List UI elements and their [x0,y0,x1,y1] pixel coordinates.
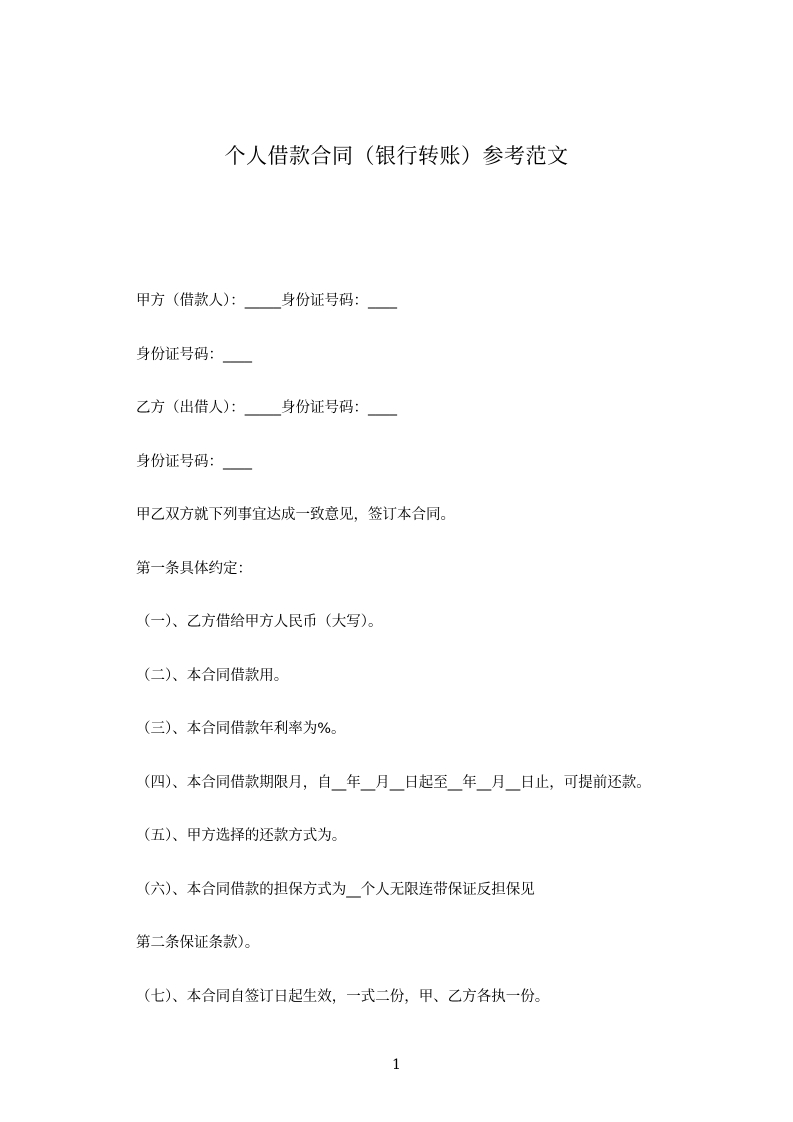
clause-2: （二）、本合同借款用。 [136,667,289,684]
clause-5: （五）、甲方选择的还款方式为。 [136,828,347,844]
clause-6: （六）、本合同借款的担保方式为__个人无限连带保证反担保见 [136,881,535,898]
document-body [136,288,736,1037]
document-title: 个人借款合同（银行转账）参考范文 [224,144,569,168]
party-b-id-line: 身份证号码：____ [136,453,252,470]
party-b-line: 乙方（出借人）：_____身份证号码：____ [136,400,397,416]
article-1-heading: 第一条具体约定： [136,560,252,577]
party-a-line: 甲方（借款人）：_____身份证号码：____ [136,293,397,309]
clause-7: （七）、本合同自签订日起生效，一式二份，甲、乙方各执一份。 [136,988,550,1005]
clause-6-continued: 第二条保证条款）。 [136,935,260,951]
clause-3: （三）、本合同借款年利率为%。 [136,721,346,737]
party-a-id-line: 身份证号码：____ [136,346,252,363]
page-number: 1 [392,1057,401,1073]
agreement-intro: 甲乙双方就下列事宜达成一致意见，签订本合同。 [136,507,455,523]
clause-4: （四）、本合同借款期限月，自__年__月__日起至__年__月__日止，可提前还款。 [136,774,651,791]
clause-1: （一）、乙方借给甲方人民币（大写）。 [136,614,383,630]
